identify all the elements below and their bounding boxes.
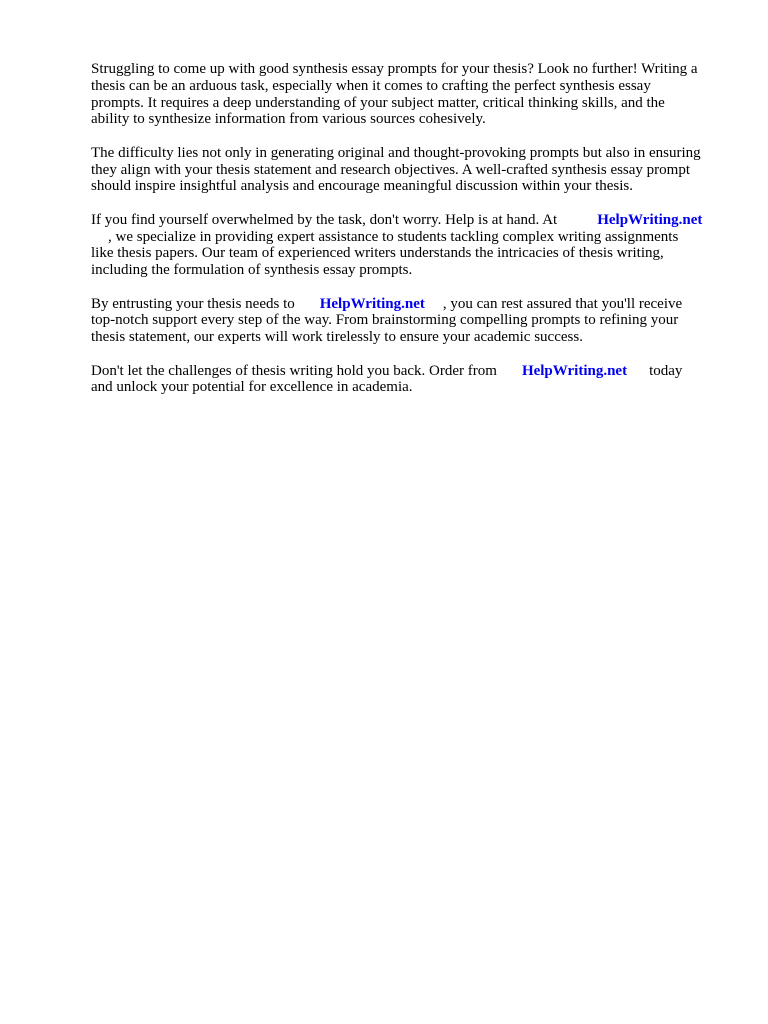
text-line: The difficulty lies not only in generating original and thought-provoking prompts but also in ensuring	[91, 144, 701, 161]
text-line: should inspire insightful analysis and encourage meaningful discussion within your thesis.	[91, 178, 634, 195]
helpwriting-link[interactable]: HelpWriting.net	[597, 211, 703, 228]
paragraph-entrusting	[91, 296, 731, 346]
text-segment: If you find yourself overwhelmed by the task, don't worry. Help is at hand. At	[91, 211, 558, 228]
helpwriting-link[interactable]: HelpWriting.net	[319, 295, 425, 312]
text-line: thesis can be an arduous task, especially when it comes to crafting the perfect synthesis essay	[91, 77, 651, 94]
text-line: they align with your thesis statement and research objectives. A well-crafted synthesis essay prompt	[91, 161, 691, 178]
text-segment: , you can rest assured that you'll receive	[442, 295, 683, 312]
text-segment: By entrusting your thesis needs to	[91, 295, 295, 312]
text-line: and unlock your potential for excellence in academia.	[91, 379, 413, 396]
text-line: thesis statement, our experts will work tirelessly to ensure your academic success.	[91, 329, 583, 346]
paragraph-help	[91, 212, 731, 279]
paragraph-intro	[91, 61, 731, 128]
paragraph-difficulty	[91, 145, 731, 195]
helpwriting-link[interactable]: HelpWriting.net	[521, 362, 628, 379]
text-line	[91, 229, 731, 246]
paragraph-order	[91, 363, 731, 397]
text-line	[91, 363, 731, 380]
document-page	[91, 61, 731, 413]
text-line	[91, 296, 731, 313]
text-line: top-notch support every step of the way. From brainstorming compelling prompts to refining your	[91, 312, 679, 329]
text-segment: Don't let the challenges of thesis writing hold you back. Order from	[91, 362, 497, 379]
text-line: like thesis papers. Our team of experienced writers understands the intricacies of thesis writing,	[91, 245, 664, 262]
text-line: Struggling to come up with good synthesis essay prompts for your thesis? Look no further! Writing a	[91, 61, 698, 77]
text-line	[91, 212, 731, 229]
text-line: including the formulation of synthesis essay prompts.	[91, 262, 413, 279]
text-line: prompts. It requires a deep understanding of your subject matter, critical thinking skills, and the	[91, 94, 665, 111]
text-segment: , we specialize in providing expert assistance to students tackling complex writing assignments	[108, 228, 679, 245]
text-line: ability to synthesize information from various sources cohesively.	[91, 111, 486, 128]
text-segment: today	[649, 362, 683, 379]
